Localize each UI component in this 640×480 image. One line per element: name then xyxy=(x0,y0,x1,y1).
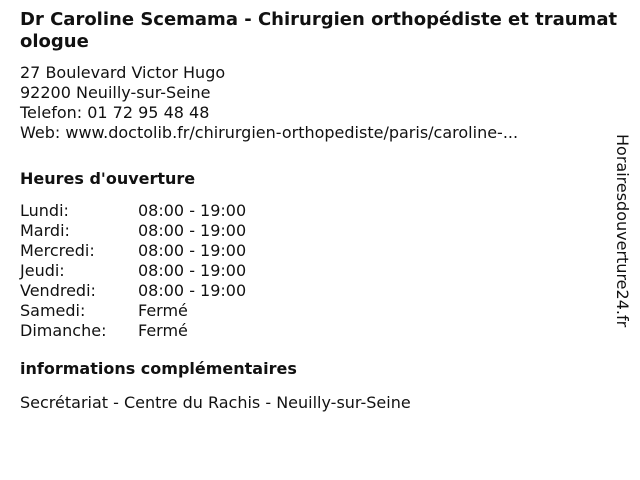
hours-row-friday xyxy=(20,281,612,301)
day-label: Lundi: xyxy=(20,201,69,220)
info-heading: informations complémentaires xyxy=(20,359,297,378)
hours-row-wednesday xyxy=(20,241,612,261)
day-label: Vendredi: xyxy=(20,281,96,300)
phone-number[interactable]: Telefon: 01 72 95 48 48 xyxy=(20,103,210,122)
day-label: Dimanche: xyxy=(20,321,107,340)
time-value: Fermé xyxy=(138,301,188,320)
hours-row-sunday xyxy=(20,321,612,341)
street-address: 27 Boulevard Victor Hugo xyxy=(20,63,226,82)
info-text: Secrétariat - Centre du Rachis - Neuilly-sur-Seine xyxy=(20,393,411,412)
hours-table xyxy=(20,201,612,341)
hours-heading: Heures d'ouverture xyxy=(20,169,196,188)
hours-row-saturday xyxy=(20,301,612,321)
day-label: Mercredi: xyxy=(20,241,95,260)
time-value: 08:00 - 19:00 xyxy=(138,201,247,220)
hours-row-thursday xyxy=(20,261,612,281)
website-link[interactable]: Web: www.doctolib.fr/chirurgien-orthopediste/paris/caroline-... xyxy=(20,123,519,142)
address-block xyxy=(20,63,612,143)
city-address: 92200 Neuilly-sur-Seine xyxy=(20,83,211,102)
time-value: 08:00 - 19:00 xyxy=(138,221,247,240)
day-label: Jeudi: xyxy=(20,261,65,280)
business-card xyxy=(20,9,618,413)
day-label: Samedi: xyxy=(20,301,86,320)
time-value: Fermé xyxy=(138,321,188,340)
time-value: 08:00 - 19:00 xyxy=(138,281,247,300)
hours-row-tuesday xyxy=(20,221,612,241)
brand-watermark: Horairesdouverture24.fr xyxy=(613,134,632,328)
time-value: 08:00 - 19:00 xyxy=(138,241,247,260)
day-label: Mardi: xyxy=(20,221,70,240)
page-title: Dr Caroline Scemama - Chirurgien orthopédiste et traumatologue xyxy=(20,9,618,52)
time-value: 08:00 - 19:00 xyxy=(138,261,247,280)
hours-row-monday xyxy=(20,201,612,221)
